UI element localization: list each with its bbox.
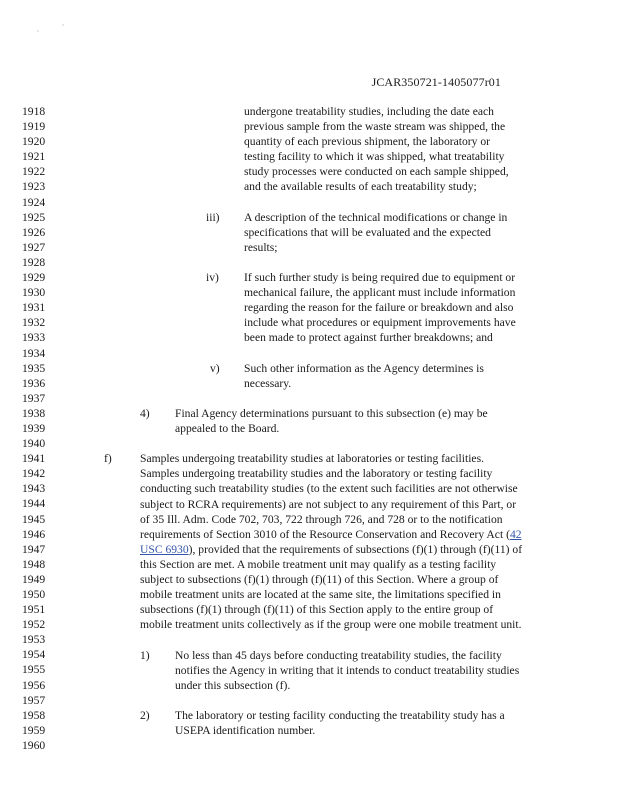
line-number: 1929 xyxy=(22,271,46,285)
line-number: 1919 xyxy=(22,120,46,134)
scan-speck xyxy=(37,30,39,32)
text-line: Final Agency determinations pursuant to this subsection (e) may be xyxy=(175,407,488,420)
text-line: subject to subsections (f)(1) through (f)(11) of this Section. Where a group of xyxy=(140,573,499,587)
line-number: 1938 xyxy=(22,406,46,420)
text-line: and the available results of each treatability study; xyxy=(244,180,477,194)
item-label: iii) xyxy=(206,210,220,224)
text-line: quantity of each previous shipment, the laboratory or xyxy=(244,135,490,149)
text-line: previous sample from the waste stream was shipped, the xyxy=(244,120,506,134)
line-number: 1960 xyxy=(22,738,46,752)
line-number: 1936 xyxy=(22,376,46,390)
text-line: mobile treatment units collectively as if the group were one mobile treatment unit. xyxy=(140,618,522,632)
line-number: 1921 xyxy=(22,150,46,164)
text-line xyxy=(140,527,600,542)
line-number: 1924 xyxy=(22,195,46,209)
text-line: specifications that will be evaluated and the expected xyxy=(244,225,491,239)
line-number: 1958 xyxy=(22,708,46,722)
line-number: 1953 xyxy=(22,633,46,647)
line-number: 1935 xyxy=(22,361,46,375)
text-line: mobile treatment units are located at the same site, the limitations specified in xyxy=(140,588,501,602)
text-line: appealed to the Board. xyxy=(175,422,280,436)
item-text xyxy=(175,648,595,693)
line-number: 1951 xyxy=(22,603,46,617)
line-number: 1955 xyxy=(22,663,46,677)
line-number: 1956 xyxy=(22,678,46,692)
item-text xyxy=(244,270,574,345)
text-line: mechanical failure, the applicant must include information xyxy=(244,286,516,300)
line-number: 1948 xyxy=(22,557,46,571)
line-number: 1928 xyxy=(22,255,46,269)
text-line: of 35 Ill. Adm. Code 702, 703, 722 through 726, and 728 or to the notification xyxy=(140,512,503,526)
text-line: notifies the Agency in writing that it intends to conduct treatability studies xyxy=(175,663,520,677)
item-text xyxy=(244,210,574,255)
line-number: 1941 xyxy=(22,452,46,466)
text-line: Samples undergoing treatability studies at laboratories or testing facilities. xyxy=(140,452,484,466)
line-number: 1959 xyxy=(22,723,46,737)
item-text xyxy=(175,406,575,436)
item-text xyxy=(175,708,595,738)
line-number: 1940 xyxy=(22,437,46,451)
text-line: If such further study is being required due to equipment or xyxy=(244,271,516,285)
text-line: study processes were conducted on each sample shipped, xyxy=(244,165,509,179)
text-line: this Section are met. A mobile treatment unit may qualify as a testing facility xyxy=(140,557,497,571)
line-number: 1952 xyxy=(22,618,46,632)
line-number: 1946 xyxy=(22,527,46,541)
line-number: 1934 xyxy=(22,346,46,360)
item-label: f) xyxy=(104,452,112,466)
text-line: conducting such treatability studies (to the extent such facilities are not otherwise xyxy=(140,482,518,496)
text-line: testing facility to which it was shipped, what treatability xyxy=(244,150,505,164)
line-number: 1930 xyxy=(22,286,46,300)
item-label: 4) xyxy=(140,407,150,420)
line-number: 1920 xyxy=(22,135,46,149)
line-number: 1943 xyxy=(22,482,46,496)
line-number-column xyxy=(22,104,62,753)
line-number: 1925 xyxy=(22,210,46,224)
line-number: 1947 xyxy=(22,542,46,556)
item-text xyxy=(244,361,574,391)
line-number: 1942 xyxy=(22,467,46,481)
text-line: necessary. xyxy=(244,376,292,390)
continued-paragraph xyxy=(244,104,564,195)
text-line: The laboratory or testing facility conducting the treatability study has a xyxy=(175,709,505,722)
line-number: 1957 xyxy=(22,693,46,707)
document-id: JCAR350721-1405077r01 xyxy=(371,75,501,89)
item-text xyxy=(140,451,600,632)
item-label: v) xyxy=(210,361,220,375)
text-line: regarding the reason for the failure or breakdown and also xyxy=(244,301,514,315)
text-line: been made to protect against further breakdowns; and xyxy=(244,331,493,345)
line-number: 1945 xyxy=(22,512,46,526)
text-line: subject to RCRA requirements) are not subject to any requirement of this Part, or xyxy=(140,497,517,511)
text-line: subsections (f)(1) through (f)(11) of this Section apply to the entire group of xyxy=(140,603,494,617)
text-line: A description of the technical modifications or change in xyxy=(244,210,508,224)
line-number: 1944 xyxy=(22,497,46,511)
text-line: include what procedures or equipment improvements have xyxy=(244,316,516,330)
text-line: Such other information as the Agency determines is xyxy=(244,361,484,375)
statute-link[interactable]: USC 6930 xyxy=(140,542,189,556)
item-label: 1) xyxy=(140,648,150,662)
text-line: results; xyxy=(244,240,278,254)
line-number: 1933 xyxy=(22,331,46,345)
line-number: 1923 xyxy=(22,180,46,194)
text-line xyxy=(140,542,600,557)
line-number: 1939 xyxy=(22,421,46,435)
item-label: iv) xyxy=(206,271,219,285)
text-segment: ), provided that the requirements of subsections (f)(1) through (f)(11) of xyxy=(188,542,523,556)
text-segment: requirements of Section 3010 of the Resource Conservation and Recovery Act ( xyxy=(140,527,510,541)
line-number: 1954 xyxy=(22,648,46,662)
line-number: 1927 xyxy=(22,240,46,254)
line-number: 1931 xyxy=(22,301,46,315)
line-number: 1932 xyxy=(22,316,46,330)
text-line: USEPA identification number. xyxy=(175,724,316,738)
line-number: 1926 xyxy=(22,225,46,239)
item-label: 2) xyxy=(140,709,150,722)
text-line: undergone treatability studies, including the date each xyxy=(244,105,494,118)
line-number: 1950 xyxy=(22,588,46,601)
line-number: 1922 xyxy=(22,165,46,179)
text-line: Samples undergoing treatability studies and the laboratory or testing facility xyxy=(140,467,493,481)
scan-speck xyxy=(62,24,64,26)
line-number: 1937 xyxy=(22,391,46,405)
line-number: 1949 xyxy=(22,572,46,586)
statute-link[interactable]: 42 xyxy=(509,527,522,541)
line-number: 1918 xyxy=(22,105,46,118)
text-line: under this subsection (f). xyxy=(175,678,291,692)
text-line: No less than 45 days before conducting treatability studies, the facility xyxy=(175,648,502,662)
